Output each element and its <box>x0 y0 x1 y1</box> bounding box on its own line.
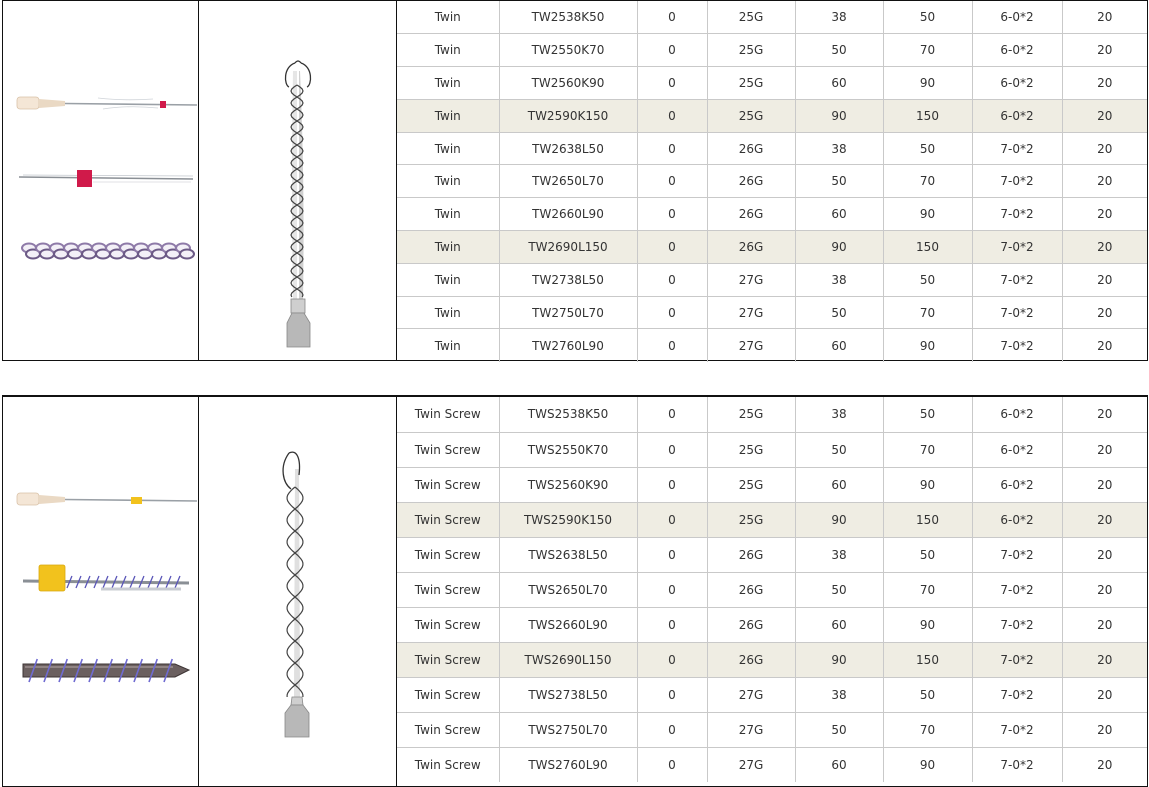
cell-c5: 38 <box>795 263 883 296</box>
cell-gauge: 25G <box>707 397 795 432</box>
table-row <box>397 263 1147 296</box>
cell-c6: 90 <box>883 329 972 362</box>
cell-c3: 0 <box>637 67 707 100</box>
cell-gauge: 27G <box>707 747 795 782</box>
twin-screw-spec-table <box>397 397 1147 782</box>
cell-c3: 0 <box>637 677 707 712</box>
cell-c6: 70 <box>883 296 972 329</box>
cell-thread: 6-0*2 <box>972 397 1062 432</box>
cell-gauge: 27G <box>707 296 795 329</box>
cell-qty: 20 <box>1062 165 1147 198</box>
cell-gauge: 26G <box>707 642 795 677</box>
twin-screw-needle-diagram <box>199 397 397 786</box>
cell-c3: 0 <box>637 132 707 165</box>
cell-c5: 38 <box>795 132 883 165</box>
cell-qty: 20 <box>1062 99 1147 132</box>
cell-code: TW2760L90 <box>499 329 637 362</box>
cell-gauge: 25G <box>707 99 795 132</box>
cell-qty: 20 <box>1062 132 1147 165</box>
twin-screw-product-block <box>2 395 1148 787</box>
table-row <box>397 467 1147 502</box>
cell-gauge: 25G <box>707 34 795 67</box>
cell-c5: 50 <box>795 432 883 467</box>
cell-gauge: 25G <box>707 432 795 467</box>
cell-c3: 0 <box>637 467 707 502</box>
cell-code: TW2550K70 <box>499 34 637 67</box>
cell-c6: 50 <box>883 397 972 432</box>
cell-c5: 50 <box>795 34 883 67</box>
cell-thread: 6-0*2 <box>972 67 1062 100</box>
cell-thread: 7-0*2 <box>972 132 1062 165</box>
table-row <box>397 502 1147 537</box>
cell-type: Twin Screw <box>397 642 499 677</box>
cell-qty: 20 <box>1062 712 1147 747</box>
cell-thread: 6-0*2 <box>972 502 1062 537</box>
cell-c6: 50 <box>883 677 972 712</box>
cell-c5: 38 <box>795 677 883 712</box>
cell-code: TWS2638L50 <box>499 537 637 572</box>
cell-gauge: 25G <box>707 502 795 537</box>
cell-c5: 60 <box>795 67 883 100</box>
cell-c3: 0 <box>637 263 707 296</box>
cell-c6: 90 <box>883 198 972 231</box>
table-row <box>397 677 1147 712</box>
cell-c6: 90 <box>883 467 972 502</box>
table-row <box>397 165 1147 198</box>
cell-c6: 70 <box>883 432 972 467</box>
cell-c5: 90 <box>795 642 883 677</box>
table-row <box>397 231 1147 264</box>
cell-c5: 50 <box>795 296 883 329</box>
cell-code: TWS2660L90 <box>499 607 637 642</box>
cell-thread: 6-0*2 <box>972 1 1062 34</box>
cell-c5: 90 <box>795 99 883 132</box>
cell-qty: 20 <box>1062 296 1147 329</box>
table-row <box>397 329 1147 362</box>
cell-qty: 20 <box>1062 263 1147 296</box>
cell-gauge: 26G <box>707 537 795 572</box>
cell-c6: 70 <box>883 165 972 198</box>
cell-type: Twin Screw <box>397 677 499 712</box>
cell-type: Twin <box>397 231 499 264</box>
cell-code: TWS2690L150 <box>499 642 637 677</box>
cell-c3: 0 <box>637 572 707 607</box>
cell-c3: 0 <box>637 712 707 747</box>
twin-needle-diagram <box>199 1 397 360</box>
cell-qty: 20 <box>1062 677 1147 712</box>
twin-product-block <box>2 0 1148 361</box>
table-row <box>397 132 1147 165</box>
cell-thread: 6-0*2 <box>972 34 1062 67</box>
cell-type: Twin <box>397 296 499 329</box>
cell-qty: 20 <box>1062 642 1147 677</box>
cell-qty: 20 <box>1062 747 1147 782</box>
cell-gauge: 27G <box>707 263 795 296</box>
cell-gauge: 26G <box>707 231 795 264</box>
cell-type: Twin <box>397 34 499 67</box>
cell-c5: 90 <box>795 231 883 264</box>
cell-c3: 0 <box>637 1 707 34</box>
cell-type: Twin <box>397 132 499 165</box>
table-row <box>397 67 1147 100</box>
cell-c3: 0 <box>637 296 707 329</box>
cell-c5: 90 <box>795 502 883 537</box>
cell-code: TWS2538K50 <box>499 397 637 432</box>
cell-c5: 50 <box>795 165 883 198</box>
cell-c3: 0 <box>637 99 707 132</box>
cell-thread: 7-0*2 <box>972 677 1062 712</box>
cell-qty: 20 <box>1062 1 1147 34</box>
cell-qty: 20 <box>1062 607 1147 642</box>
cell-qty: 20 <box>1062 502 1147 537</box>
cell-code: TWS2760L90 <box>499 747 637 782</box>
cell-type: Twin Screw <box>397 607 499 642</box>
cell-code: TWS2650L70 <box>499 572 637 607</box>
cell-c5: 38 <box>795 1 883 34</box>
cell-thread: 6-0*2 <box>972 467 1062 502</box>
cell-c3: 0 <box>637 165 707 198</box>
cell-c6: 50 <box>883 1 972 34</box>
cell-code: TW2560K90 <box>499 67 637 100</box>
cell-c5: 50 <box>795 572 883 607</box>
thread-closeup-photo <box>19 170 193 187</box>
cell-thread: 7-0*2 <box>972 642 1062 677</box>
cell-thread: 7-0*2 <box>972 263 1062 296</box>
cell-gauge: 25G <box>707 67 795 100</box>
table-row <box>397 296 1147 329</box>
cell-c6: 150 <box>883 502 972 537</box>
cell-c5: 50 <box>795 712 883 747</box>
cell-code: TW2660L90 <box>499 198 637 231</box>
cell-c6: 150 <box>883 99 972 132</box>
cell-gauge: 27G <box>707 712 795 747</box>
cell-qty: 20 <box>1062 537 1147 572</box>
cell-c5: 60 <box>795 747 883 782</box>
cell-type: Twin <box>397 99 499 132</box>
cell-c6: 70 <box>883 712 972 747</box>
table-row <box>397 397 1147 432</box>
cell-type: Twin Screw <box>397 502 499 537</box>
table-row <box>397 642 1147 677</box>
cell-qty: 20 <box>1062 231 1147 264</box>
cell-c6: 90 <box>883 747 972 782</box>
cell-c3: 0 <box>637 642 707 677</box>
cell-type: Twin Screw <box>397 537 499 572</box>
cell-qty: 20 <box>1062 467 1147 502</box>
cell-type: Twin Screw <box>397 572 499 607</box>
table-row <box>397 747 1147 782</box>
cell-c5: 60 <box>795 198 883 231</box>
needle-thread-photo <box>17 97 197 109</box>
cell-c5: 38 <box>795 397 883 432</box>
cell-c6: 150 <box>883 642 972 677</box>
cell-c3: 0 <box>637 329 707 362</box>
cell-thread: 6-0*2 <box>972 432 1062 467</box>
cell-c3: 0 <box>637 607 707 642</box>
cell-c3: 0 <box>637 231 707 264</box>
cell-code: TWS2738L50 <box>499 677 637 712</box>
cell-code: TW2538K50 <box>499 1 637 34</box>
cell-code: TW2590K150 <box>499 99 637 132</box>
table-row <box>397 537 1147 572</box>
cell-c6: 90 <box>883 67 972 100</box>
cell-c5: 60 <box>795 467 883 502</box>
cell-thread: 6-0*2 <box>972 99 1062 132</box>
cell-c3: 0 <box>637 397 707 432</box>
cell-gauge: 26G <box>707 165 795 198</box>
cell-c6: 50 <box>883 132 972 165</box>
cell-c5: 60 <box>795 607 883 642</box>
cell-gauge: 26G <box>707 607 795 642</box>
cell-gauge: 26G <box>707 198 795 231</box>
cell-thread: 7-0*2 <box>972 747 1062 782</box>
screw-thread-closeup-photo <box>23 659 189 682</box>
cell-qty: 20 <box>1062 198 1147 231</box>
cell-qty: 20 <box>1062 397 1147 432</box>
cell-gauge: 25G <box>707 1 795 34</box>
cell-type: Twin <box>397 1 499 34</box>
cell-type: Twin Screw <box>397 467 499 502</box>
cell-type: Twin <box>397 198 499 231</box>
cell-code: TWS2550K70 <box>499 432 637 467</box>
screw-cannula-photo <box>23 565 189 591</box>
cell-code: TWS2590K150 <box>499 502 637 537</box>
table-row <box>397 1 1147 34</box>
twin-photo-column <box>3 1 199 360</box>
cell-thread: 7-0*2 <box>972 712 1062 747</box>
cell-thread: 7-0*2 <box>972 572 1062 607</box>
cell-code: TWS2750L70 <box>499 712 637 747</box>
cell-gauge: 26G <box>707 132 795 165</box>
cell-c6: 90 <box>883 607 972 642</box>
cell-gauge: 27G <box>707 677 795 712</box>
cell-c3: 0 <box>637 198 707 231</box>
cell-c6: 70 <box>883 572 972 607</box>
cell-qty: 20 <box>1062 34 1147 67</box>
table-row <box>397 607 1147 642</box>
cell-qty: 20 <box>1062 572 1147 607</box>
cell-c6: 150 <box>883 231 972 264</box>
table-row <box>397 432 1147 467</box>
cell-qty: 20 <box>1062 432 1147 467</box>
table-row <box>397 99 1147 132</box>
cell-c6: 70 <box>883 34 972 67</box>
cell-code: TW2738L50 <box>499 263 637 296</box>
cell-thread: 7-0*2 <box>972 198 1062 231</box>
cell-gauge: 25G <box>707 467 795 502</box>
cell-code: TW2690L150 <box>499 231 637 264</box>
cell-code: TW2638L50 <box>499 132 637 165</box>
cell-gauge: 27G <box>707 329 795 362</box>
cell-thread: 7-0*2 <box>972 296 1062 329</box>
cell-c3: 0 <box>637 502 707 537</box>
cell-c5: 60 <box>795 329 883 362</box>
cell-type: Twin <box>397 67 499 100</box>
cell-type: Twin Screw <box>397 432 499 467</box>
twisted-thread-photo <box>22 244 194 259</box>
cell-type: Twin <box>434 338 461 353</box>
cell-c3: 0 <box>637 432 707 467</box>
cell-thread: 7-0*2 <box>972 231 1062 264</box>
cell-code: TW2750L70 <box>499 296 637 329</box>
cell-qty: 20 <box>1062 67 1147 100</box>
cell-code: TWS2560K90 <box>499 467 637 502</box>
cell-c3: 0 <box>637 34 707 67</box>
cell-thread: 7-0*2 <box>972 165 1062 198</box>
cell-thread: 7-0*2 <box>972 537 1062 572</box>
cell-type: Twin <box>397 263 499 296</box>
cell-qty: 20 <box>1062 329 1147 362</box>
cell-c5: 38 <box>795 537 883 572</box>
table-row <box>397 712 1147 747</box>
table-row <box>397 198 1147 231</box>
cell-type: Twin Screw <box>414 757 481 772</box>
table-row <box>397 572 1147 607</box>
cell-thread: 7-0*2 <box>972 607 1062 642</box>
needle-thread-photo <box>17 493 197 505</box>
cell-gauge: 26G <box>707 572 795 607</box>
twin-screw-photo-column <box>3 397 199 786</box>
cell-type: Twin Screw <box>397 712 499 747</box>
cell-c3: 0 <box>637 747 707 782</box>
cell-code: TW2650L70 <box>499 165 637 198</box>
cell-type: Twin <box>397 165 499 198</box>
cell-thread: 7-0*2 <box>972 329 1062 362</box>
table-row <box>397 34 1147 67</box>
cell-type: Twin Screw <box>397 397 499 432</box>
cell-c6: 50 <box>883 537 972 572</box>
cell-c3: 0 <box>637 537 707 572</box>
twin-spec-table <box>397 1 1147 362</box>
cell-c6: 50 <box>883 263 972 296</box>
